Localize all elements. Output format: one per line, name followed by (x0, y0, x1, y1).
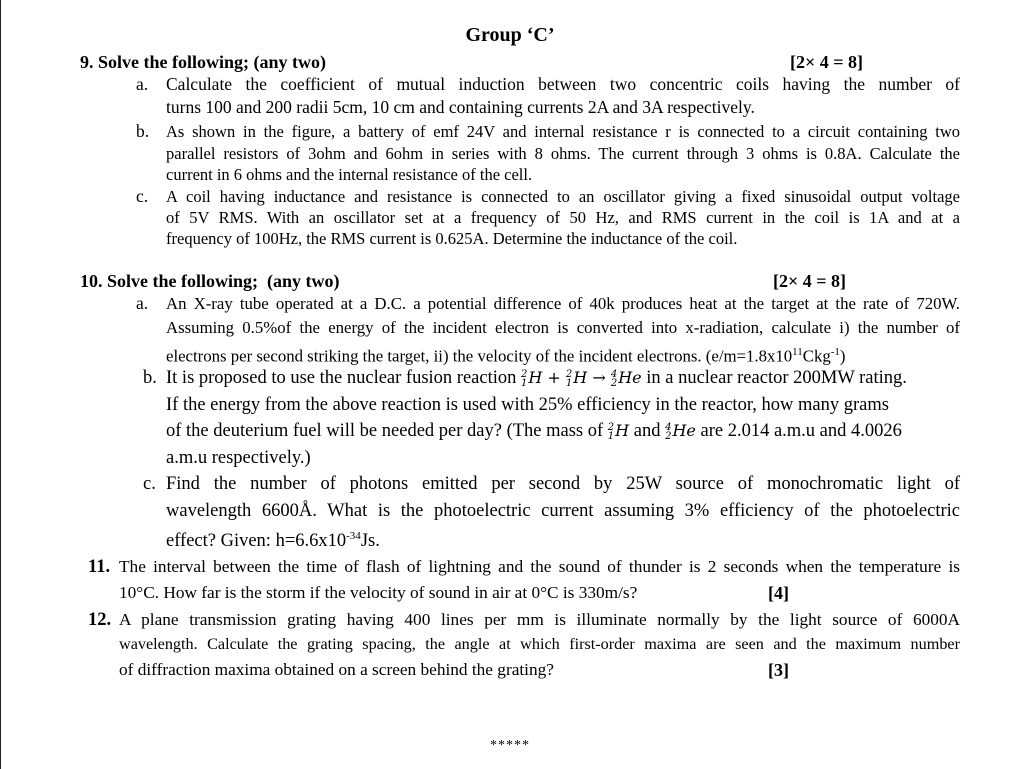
helium-symbol: 4 2 He (665, 421, 696, 442)
q9a-label: a. (136, 74, 149, 94)
q10-heading-main: 10. Solve the following; (80, 271, 258, 291)
q9a-line1: Calculate the coefficient of mutual induction between two concentric coils having the number of (166, 74, 960, 94)
q9b-line3: current in 6 ohms and the internal resistance of the cell. (166, 165, 533, 184)
q10-heading (80, 271, 340, 292)
q10a-line3-mid: Ckg (802, 346, 831, 366)
q12-marks: [3] (768, 660, 789, 680)
q10a-line2: Assuming 0.5%of the energy of the incident electron is converted into x-radiation, calculate i) the number of (166, 318, 960, 337)
end-stars: ***** (490, 738, 530, 753)
q10b-line1 (166, 368, 907, 389)
q10b-line3-pre: of the deuterium fuel will be needed per day? (The mass of (166, 421, 604, 441)
page-left-border (0, 0, 1, 769)
deuterium-symbol: 2 1 H (607, 421, 630, 442)
q9-marks: [2× 4 = 8] (790, 52, 864, 72)
q10a-exp1: 11 (792, 346, 803, 358)
q10a-line3-text: electrons per second striking the target, ii) the velocity of the incident electrons. (e/m=1.8x10 (166, 346, 793, 366)
q10c-label: c. (143, 474, 156, 494)
q12-number: 12. (88, 610, 112, 630)
q11-line1: The interval between the time of flash of lightning and the sound of thunder is 2 seconds when the temperature is (119, 557, 960, 576)
q10b-label: b. (143, 368, 157, 388)
q9b-line1: As shown in the figure, a battery of emf 24V and internal resistance r is connected to a circuit containing two (166, 122, 960, 141)
q9b-label: b. (136, 121, 150, 141)
q9c-line2: of 5V RMS. With an oscillator set at a frequency of 50 Hz, and RMS current in the coil is 1A and at a (166, 208, 960, 227)
q9-heading: 9. Solve the following; (any two) (80, 52, 326, 72)
q10-marks: [2× 4 = 8] (773, 271, 847, 291)
q10c-line2: wavelength 6600Å. What is the photoelectric current assuming 3% efficiency of the photoelectric (166, 501, 960, 521)
q9a-line2: turns 100 and 200 radii 5cm, 10 cm and containing currents 2A and 3A respectively. (166, 97, 755, 117)
q11-line2: 10°C. How far is the storm if the velocity of sound in air at 0°C is 330m/s? (119, 583, 638, 602)
q10b-line3-post: are 2.014 a.m.u and 4.0026 (700, 421, 902, 441)
q10b-line2: If the energy from the above reaction is used with 25% efficiency in the reactor, how many grams (166, 395, 889, 415)
q10c-line3-pre: effect? Given: h=6.6x10 (166, 531, 347, 552)
fusion-reaction-equation: 2 1 H + 2 1 H → 4 2 He (521, 368, 642, 389)
q10b-line1-post: in a nuclear reactor 200MW rating. (646, 368, 907, 388)
q10b-line1-pre: It is proposed to use the nuclear fusion reaction (166, 368, 517, 388)
q12-line3: of diffraction maxima obtained on a screen behind the grating? (119, 660, 554, 679)
q9c-line3: frequency of 100Hz, the RMS current is 0.625A. Determine the inductance of the coil. (166, 229, 738, 248)
q11-number: 11. (88, 557, 111, 577)
q10-heading-tail: (any two) (267, 271, 340, 291)
q9c-line1: A coil having inductance and resistance is connected to an oscillator giving a fixed sinusoidal output voltage (166, 187, 960, 206)
q10c-line1: Find the number of photons emitted per second by 25W source of monochromatic light of (166, 474, 960, 494)
q10c-exp: -34 (346, 530, 361, 542)
q11-marks: [4] (768, 583, 789, 603)
q9b-line2: parallel resistors of 3ohm and 6ohm in series with 8 ohms. The current through 3 ohms is 0.8A. Calculate the (166, 144, 960, 163)
q10a-exp2: -1 (830, 346, 840, 358)
q10a-label: a. (136, 293, 149, 313)
q12-line2: wavelength. Calculate the grating spacing, the angle at which first-order maxima are seen and the maximum number (119, 635, 960, 653)
q10b-line4: a.m.u respectively.) (166, 448, 311, 468)
q10a-line3-end: ) (839, 346, 846, 366)
q10a-line3 (166, 342, 846, 367)
q10c-line3 (166, 530, 380, 552)
q10c-line3-post: Js. (360, 531, 380, 552)
q9c-label: c. (136, 186, 149, 206)
q10b-line3-and: and (633, 421, 661, 441)
group-title: Group ‘C’ (465, 24, 555, 46)
q10b-line3 (166, 421, 902, 442)
q10a-line1: An X-ray tube operated at a D.C. a potential difference of 40k produces heat at the target at the rate of 720W. (166, 294, 960, 313)
q12-line1: A plane transmission grating having 400 lines per mm is illuminate normally by the light source of 6000A (119, 610, 960, 629)
